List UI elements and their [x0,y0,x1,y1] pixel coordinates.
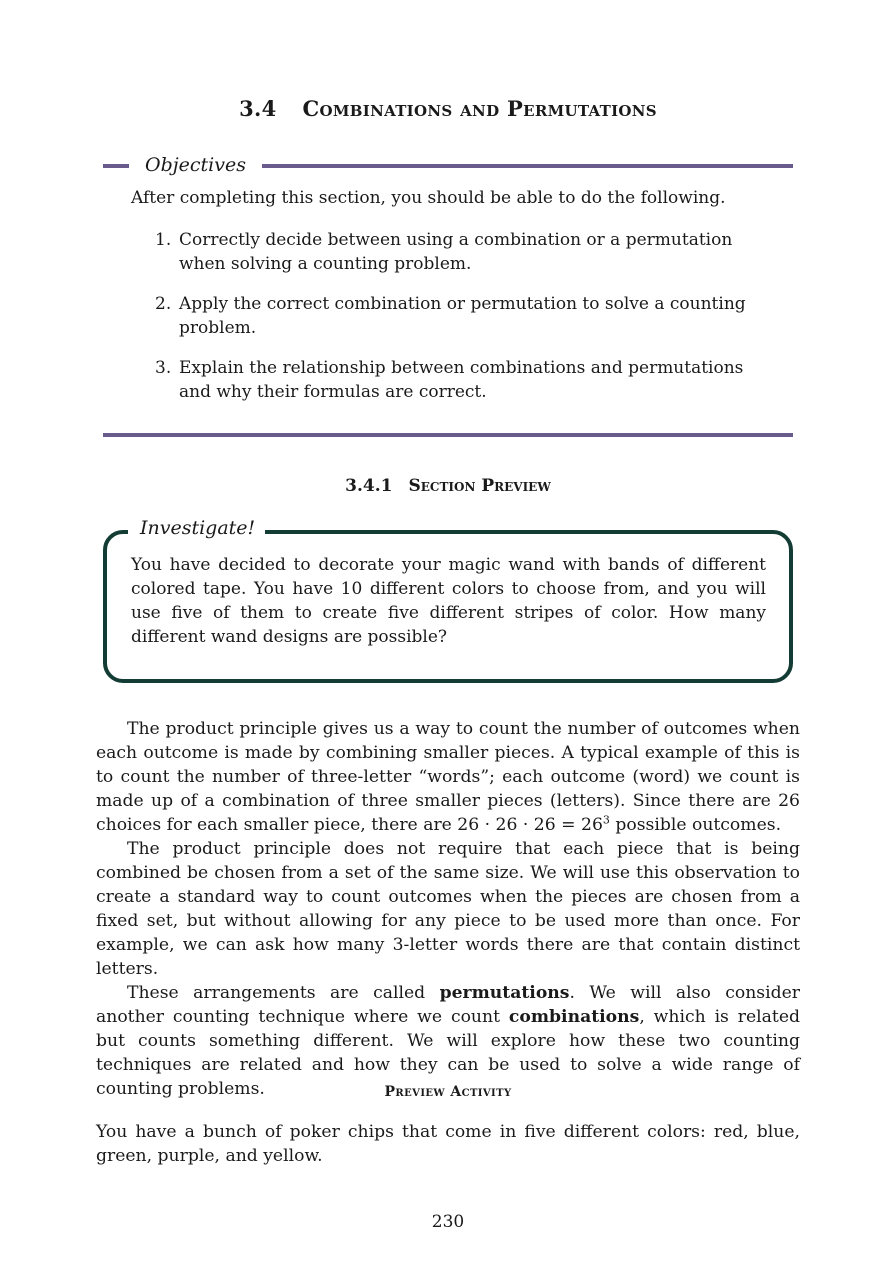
activity-text: You have a bunch of poker chips that come in five different colors: red, blue, green, purple, and yellow. [96,1122,800,1166]
paragraph-text: These arrangements are called [127,983,440,1003]
investigate-text: You have decided to decorate your magic wand with bands of different colored tape. You have 10 different colors to choose from, and you will use five of them to create five different stripes of color. How many different wand designs are possible? [131,555,766,647]
paragraph-text: . We will also consider another counting technique where we count [96,983,800,1027]
section-heading [0,96,896,121]
subsection-number: 3.4.1 [345,476,393,496]
investigate-label: Investigate! [128,517,265,539]
paragraph-fixed-set: The product principle does not require that each piece that is being combined be chosen from a set of the same size. We will use this observation to create a standard way to count outcomes when the pieces are chosen from a fixed set, but without allowing for any piece to be used more than once. For example, we can ask how many 3-letter words there are that contain distinct letters. [96,839,800,979]
activity-title: Preview Activity [384,1084,512,1100]
section-title: Combinations and Permutations [302,96,657,121]
objectives-rule-right [262,164,793,168]
item-text: Explain the relationship between combinations and permutations and why their formulas are correct. [179,358,744,402]
term-combinations: combinations [508,1007,640,1027]
objectives-rule-left [103,164,129,168]
exponent: 3 [602,813,610,827]
paragraph-text: possible outcomes. [609,815,782,835]
item-number: 2. [155,294,172,314]
paragraph-product-principle [96,717,800,837]
objectives-rule-bottom [103,433,793,437]
section-number: 3.4 [239,96,277,121]
objectives-label: Objectives [145,154,246,176]
list-item [155,356,775,404]
body-text [96,717,800,1101]
item-text: Apply the correct combination or permutation to solve a counting problem. [179,294,746,338]
item-number: 1. [155,230,172,250]
item-text: Correctly decide between using a combination or a permutation when solving a counting problem. [179,230,733,274]
subsection-title: Section Preview [408,476,551,496]
objectives-intro: After completing this section, you should be able to do the following. [131,188,726,208]
subsection-heading [0,476,896,496]
paragraph-permutations [96,981,800,1101]
paragraph-text: The product principle gives us a way to count the number of outcomes when each outcome is made by combining smaller pieces. A typical example of this is to count the number of three-letter “words”; each outcome (word) we count is made up of a combination of three smaller pieces (letters). Since there are 26 choices for each smaller piece, there are 26 · 26 · 26 = 26 [96,719,800,835]
term-permutations: permutations [439,983,570,1003]
paragraph-text: , which is related but counts something different. We will explore how these two counting techniques are related and how they can be used to solve a wide range of counting problems. [96,1007,801,1099]
objectives-list [155,228,775,420]
list-item [155,228,775,276]
page-number: 230 [431,1212,465,1232]
list-item [155,292,775,340]
item-number: 3. [155,358,172,378]
